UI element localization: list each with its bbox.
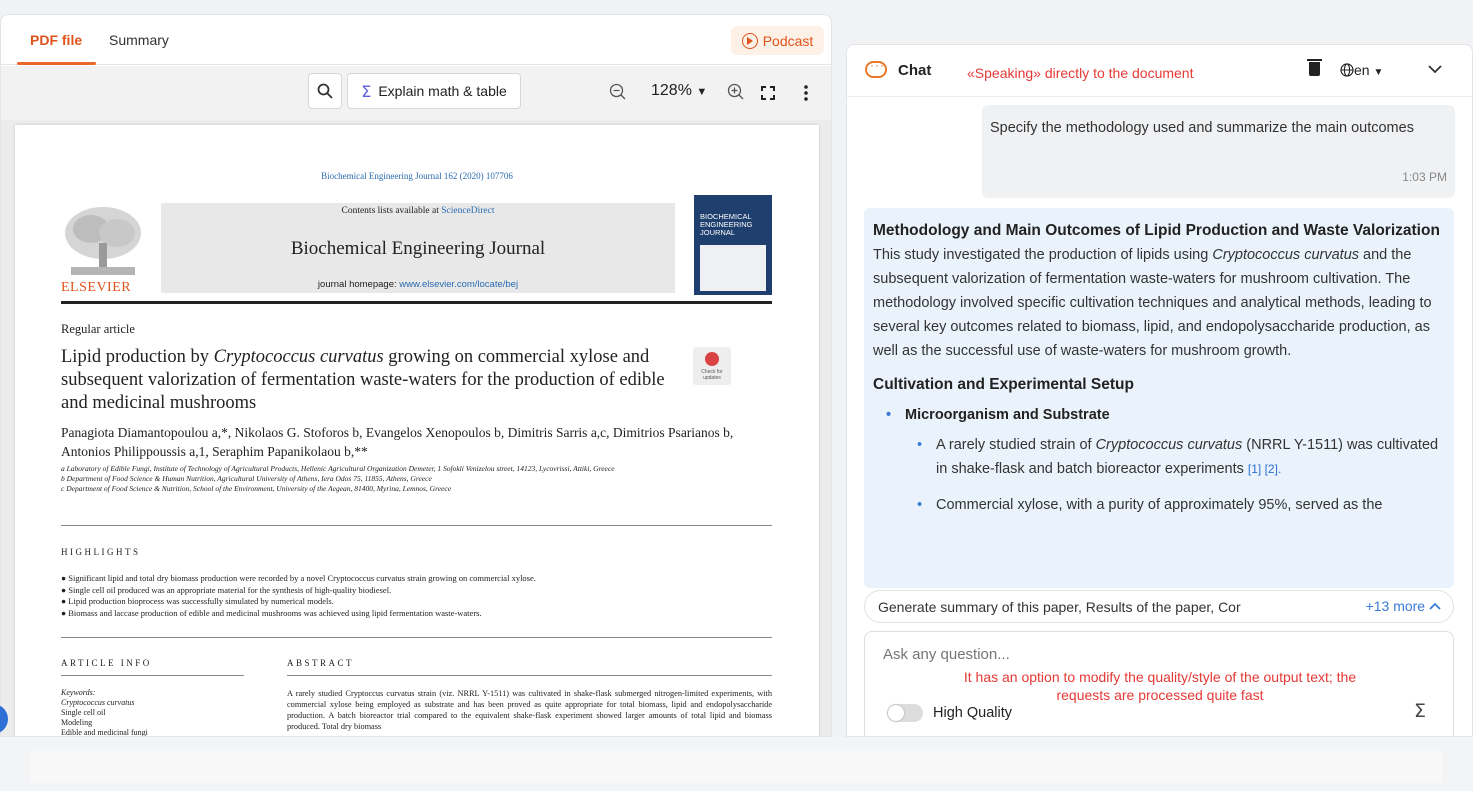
explain-math-table-button[interactable] bbox=[347, 73, 521, 109]
zoom-value: 128% bbox=[651, 82, 692, 99]
article-type: Regular article bbox=[61, 322, 135, 336]
assistant-message bbox=[864, 208, 1454, 588]
homepage-prefix: journal homepage: bbox=[317, 279, 400, 290]
author-list: Panagiota Diamantopoulou a,*, Nikolaos G. Stoforos b, Evangelos Xenopoulos b, Dimitris Sarris a,c, Dimitrios Psarianos b, Antonios Philippoussis a,1, Seraphim Papanikolaou b,** bbox=[61, 425, 734, 459]
answer-section-heading: Cultivation and Experimental Setup bbox=[873, 376, 1134, 393]
user-message bbox=[982, 105, 1455, 198]
high-quality-toggle[interactable] bbox=[887, 704, 923, 722]
title-species: Cryptococcus curvatus bbox=[213, 347, 384, 367]
answer-sub-bullet: • A rarely studied strain of Cryptococcus curvatus (NRRL Y-1511) was cultivated in shake-flask and batch bioreactor experiments [1] [2]. bbox=[873, 433, 1445, 481]
more-options-icon[interactable] bbox=[804, 85, 808, 101]
pdf-page bbox=[15, 125, 819, 737]
question-input-box bbox=[864, 631, 1454, 737]
answer-intro: This study investigated the production of lipids using Cryptococcus curvatus and the subsequent valorization of fermentation waste-waters for mushroom cultivation. The methodology involved specific cultivation techniques and analytical methods, leading to several key outcomes related to biomass, lipid, and endopolysaccharide production, as well as the successful use of waste-waters for mushroom growth. bbox=[873, 247, 1432, 359]
abstract-text: A rarely studied Cryptoccus curvatus strain (viz. NRRL Y-1511) was cultivated in shake-flask submerged nitrogen-limited experiments, with commercial xylose being employed as substrate and has been proved as quite appropriate for total biomass, lipid and endopolysaccharide production. A batch bioreactor trial compared to the equivalent shake-flask experiment showed larger amounts of total lipid and biomass produced. Total dry biomass bbox=[287, 689, 772, 731]
active-tab-indicator bbox=[17, 62, 96, 65]
high-quality-label: High Quality bbox=[933, 705, 1012, 721]
keyword: Edible and medicinal fungi bbox=[61, 728, 148, 737]
article-info-title: ARTICLE INFO bbox=[61, 658, 152, 668]
chevron-up-icon bbox=[1429, 601, 1441, 611]
highlight-item: ● Biomass and laccase production of edible and medicinal mushrooms was achieved using lipid fermentation waste-waters. bbox=[61, 607, 482, 618]
suggested-prompts[interactable] bbox=[864, 590, 1454, 623]
keyword: Single cell oil bbox=[61, 708, 106, 717]
journal-header bbox=[161, 203, 675, 293]
tab-bar bbox=[1, 15, 831, 65]
podcast-button[interactable] bbox=[731, 26, 824, 55]
cover-figure bbox=[700, 245, 766, 291]
pdf-viewer[interactable] bbox=[1, 120, 832, 737]
caret-down-icon: ▼ bbox=[1373, 67, 1384, 78]
explain-label: Explain math & table bbox=[378, 83, 507, 99]
pdf-panel bbox=[0, 14, 832, 737]
divider bbox=[287, 675, 772, 676]
keywords bbox=[61, 688, 148, 737]
chevron-down-icon[interactable] bbox=[1427, 61, 1443, 77]
keyword: Cryptococcus curvatus bbox=[61, 698, 135, 707]
zoom-out-icon[interactable] bbox=[609, 83, 626, 100]
highlight-item: ● Single cell oil produced was an appropriate material for the synthesis of high-quality biodiesel. bbox=[61, 584, 392, 595]
homepage-link[interactable]: www.elsevier.com/locate/bej bbox=[399, 279, 519, 290]
question-input[interactable] bbox=[883, 646, 1283, 663]
caret-down-icon: ▼ bbox=[696, 86, 708, 98]
highlight-item: ● Significant lipid and total dry biomass production were recorded by a novel Cryptococcus curvatus strain growing on commercial xylose. bbox=[61, 573, 536, 583]
sigma-icon: Σ bbox=[361, 81, 372, 101]
tab-pdf-file[interactable]: PDF file bbox=[30, 32, 83, 48]
suggestion-text[interactable]: Generate summary of this paper, Results of the paper, Cor bbox=[878, 599, 1241, 615]
trash-icon[interactable] bbox=[1309, 62, 1320, 76]
divider bbox=[61, 637, 772, 638]
globe-icon bbox=[1340, 63, 1354, 77]
contents-prefix: Contents lists available at bbox=[341, 206, 442, 216]
affiliations bbox=[61, 464, 761, 494]
title-part2: growing on commercial xylose and subsequent valorization of fermentation waste-waters for the production of edible and medicinal mushrooms bbox=[61, 347, 665, 413]
highlights-list bbox=[61, 573, 536, 619]
title-part1: Lipid production by bbox=[61, 347, 214, 367]
zoom-in-icon[interactable] bbox=[727, 83, 744, 100]
cover-title: BIOCHEMICAL ENGINEERING JOURNAL bbox=[700, 212, 753, 237]
more-suggestions-button[interactable]: +13 more bbox=[1366, 598, 1441, 614]
reference-link[interactable]: [1] [2]. bbox=[1247, 462, 1282, 476]
affiliation-b: b Department of Food Science & Human Nutrition, Agricultural University of Athens, Iera Odos 75, 11855, Athens, Greece bbox=[61, 474, 432, 483]
play-circle-icon bbox=[742, 33, 758, 49]
user-message-text: Specify the methodology used and summarize the main outcomes bbox=[990, 120, 1414, 136]
answer-sub-bullet: • Commercial xylose, with a purity of approximately 95%, served as the bbox=[873, 493, 1445, 517]
bottom-bar bbox=[0, 737, 1473, 791]
elsevier-logo-text: ELSEVIER bbox=[61, 280, 132, 295]
sciencedirect-link[interactable]: ScienceDirect bbox=[441, 206, 495, 216]
answer-heading: Methodology and Main Outcomes of Lipid Production and Waste Valorization bbox=[873, 222, 1440, 239]
podcast-label: Podcast bbox=[762, 32, 814, 49]
annotation-note: «Speaking» directly to the document bbox=[967, 65, 1194, 81]
paper-title bbox=[61, 346, 691, 415]
keyword: Modeling bbox=[61, 718, 93, 727]
check-badge-text: Check for updates bbox=[701, 369, 723, 381]
chat-title: Chat bbox=[898, 62, 932, 79]
tab-summary[interactable]: Summary bbox=[109, 32, 169, 48]
pdf-toolbar bbox=[1, 66, 832, 120]
language-value: en bbox=[1354, 62, 1370, 78]
journal-cover-image bbox=[694, 195, 772, 295]
fullscreen-icon[interactable] bbox=[761, 86, 775, 100]
affiliation-c: c Department of Food Science & Nutrition, School of the Environment, University of the Aegean, 81400, Myrina, Lemnos, Greece bbox=[61, 484, 452, 493]
affiliation-a: a Laboratory of Edible Fungi, Institute of Technology of Agricultural Products, Hellenic Agricultural Organization Demeter, 1 Sofokli Venizelou street, 14123, Lycovrissi, Attiki, Greece bbox=[61, 464, 615, 473]
header-rule bbox=[61, 301, 772, 304]
check-for-updates-badge[interactable] bbox=[693, 347, 731, 385]
zoom-level-select[interactable] bbox=[651, 82, 707, 100]
annotation-note: It has an option to modify the quality/style of the output text; the requests are processed quite fast bbox=[963, 669, 1357, 703]
keywords-label: Keywords: bbox=[61, 688, 96, 697]
highlight-item: ● Lipid production bioprocess was successfully simulated by numerical models. bbox=[61, 596, 334, 606]
chat-header bbox=[847, 45, 1472, 97]
answer-bullet: • Microorganism and Substrate bbox=[873, 403, 1445, 427]
journal-title: Biochemical Engineering Journal bbox=[290, 238, 546, 259]
search-icon bbox=[317, 83, 333, 99]
divider bbox=[61, 525, 772, 526]
message-timestamp: 1:03 PM bbox=[1402, 170, 1447, 184]
search-button[interactable] bbox=[308, 73, 342, 109]
abstract-title: ABSTRACT bbox=[287, 658, 355, 668]
chat-bubble-icon bbox=[865, 61, 887, 78]
journal-citation[interactable]: Biochemical Engineering Journal 162 (2020) 107706 bbox=[321, 171, 513, 181]
sigma-icon[interactable]: Σ bbox=[1414, 700, 1427, 722]
highlights-title: HIGHLIGHTS bbox=[61, 547, 141, 557]
chat-panel bbox=[846, 44, 1473, 737]
language-select[interactable] bbox=[1340, 62, 1383, 78]
divider bbox=[61, 675, 244, 676]
